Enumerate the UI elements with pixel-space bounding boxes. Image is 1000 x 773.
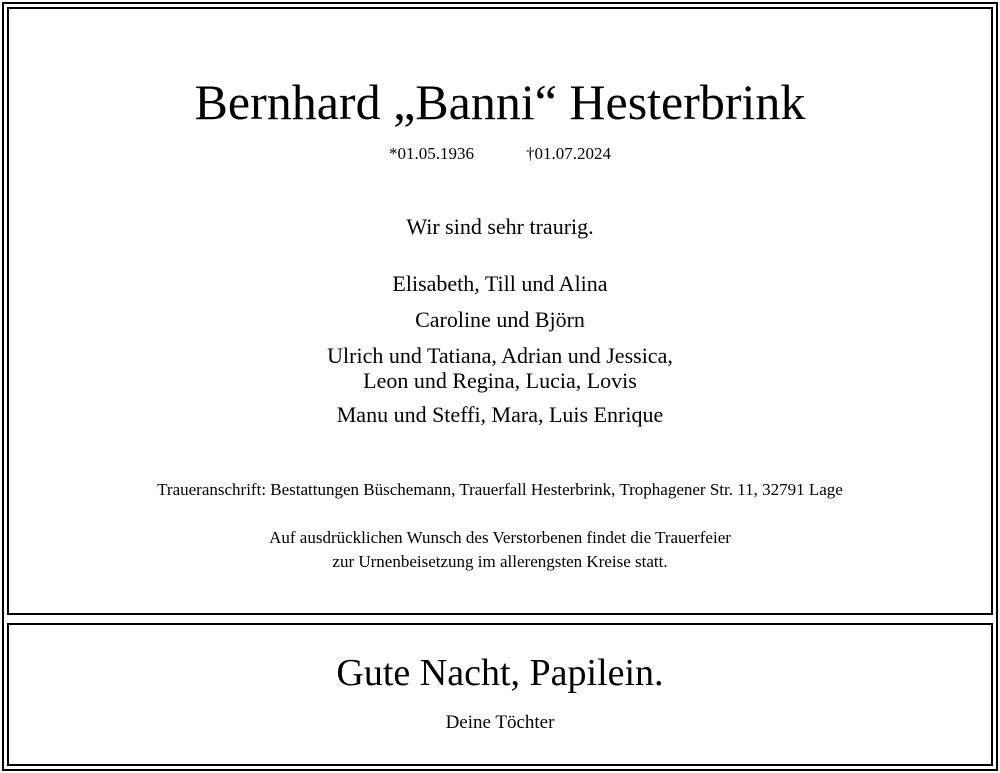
family-line: Manu und Steffi, Mara, Luis Enrique bbox=[336, 402, 664, 427]
farewell-signature: Deine Töchter bbox=[445, 712, 555, 733]
sentiment-text: Wir sind sehr traurig. bbox=[406, 214, 594, 239]
farewell-message: Gute Nacht, Papilein. bbox=[336, 652, 664, 694]
funeral-notice-line: Auf ausdrücklichen Wunsch des Verstorbenen findet die Trauerfeier bbox=[269, 528, 731, 547]
birth-date: *01.05.1936 bbox=[389, 144, 474, 163]
funeral-notice-line: zur Urnenbeisetzung im allerengsten Kreise statt. bbox=[332, 552, 668, 571]
family-line: Elisabeth, Till und Alina bbox=[392, 271, 608, 296]
family-line: Leon und Regina, Lucia, Lovis bbox=[363, 368, 637, 393]
death-date: †01.07.2024 bbox=[526, 144, 611, 163]
mourning-address: Traueranschrift: Bestattungen Büschemann, Trauerfall Hesterbrink, Trophagener Str. 11, 32791 Lage bbox=[157, 480, 843, 499]
life-dates bbox=[0, 144, 1000, 164]
family-line: Ulrich und Tatiana, Adrian und Jessica, bbox=[327, 343, 673, 368]
deceased-name: Bernhard „Banni“ Hesterbrink bbox=[194, 74, 806, 130]
family-line: Caroline und Björn bbox=[415, 307, 585, 332]
